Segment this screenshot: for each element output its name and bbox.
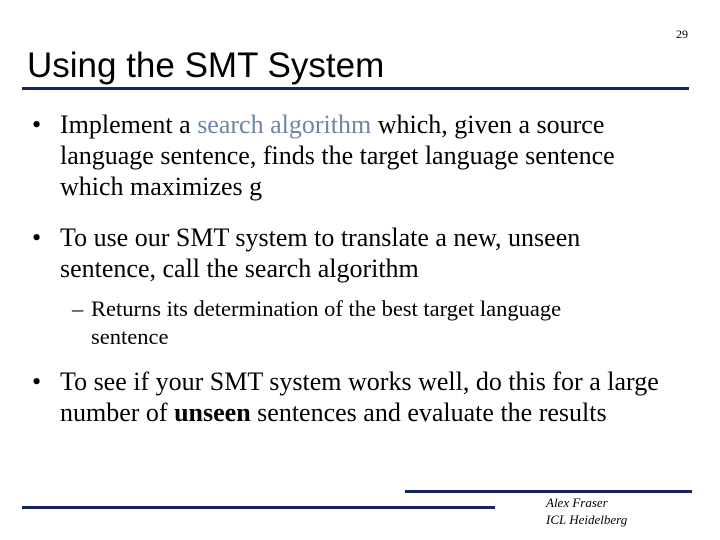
unseen-emphasis: unseen <box>174 398 251 427</box>
bullet-1-marker: • <box>32 110 42 139</box>
sub-bullet-1-text: Returns its determination of the best target language sentence <box>91 296 562 349</box>
slide-number: 29 <box>676 27 688 41</box>
footer-line-left <box>22 506 495 509</box>
slide-title: Using the SMT System <box>27 46 385 85</box>
footer-credit <box>546 494 627 528</box>
title-underline-bar <box>22 87 689 90</box>
bullet-3-text-end: sentences and evaluate the results <box>250 398 607 427</box>
bullet-3 <box>32 366 692 428</box>
title-underline <box>22 87 689 90</box>
bullet-2-marker: • <box>32 223 42 252</box>
bullet-1-text <box>60 109 672 202</box>
footer-affiliation: ICL Heidelberg <box>546 512 628 527</box>
footer-author: Alex Fraser <box>546 495 608 510</box>
search-algorithm-highlight: search algorithm <box>197 110 372 139</box>
bullet-2-text: To use our SMT system to translate a new, unseen sentence, call the search algorithm <box>60 223 581 283</box>
bullet-3-text-start: To see if your SMT system works well, do this for a large number of <box>60 367 659 427</box>
sub-bullet-1-marker: – <box>72 296 84 321</box>
bullet-3-text <box>60 366 692 428</box>
sub-bullet-1 <box>72 295 592 351</box>
footer-line-right <box>405 490 692 493</box>
bullet-1 <box>32 109 672 202</box>
bullet-3-marker: • <box>32 367 42 396</box>
bullet-2 <box>32 222 632 284</box>
bullet-1-text-end: which, given a source language sentence, finds the target language sentence which maximizes g <box>60 110 615 201</box>
bullet-1-text-start: Implement a <box>60 110 198 139</box>
